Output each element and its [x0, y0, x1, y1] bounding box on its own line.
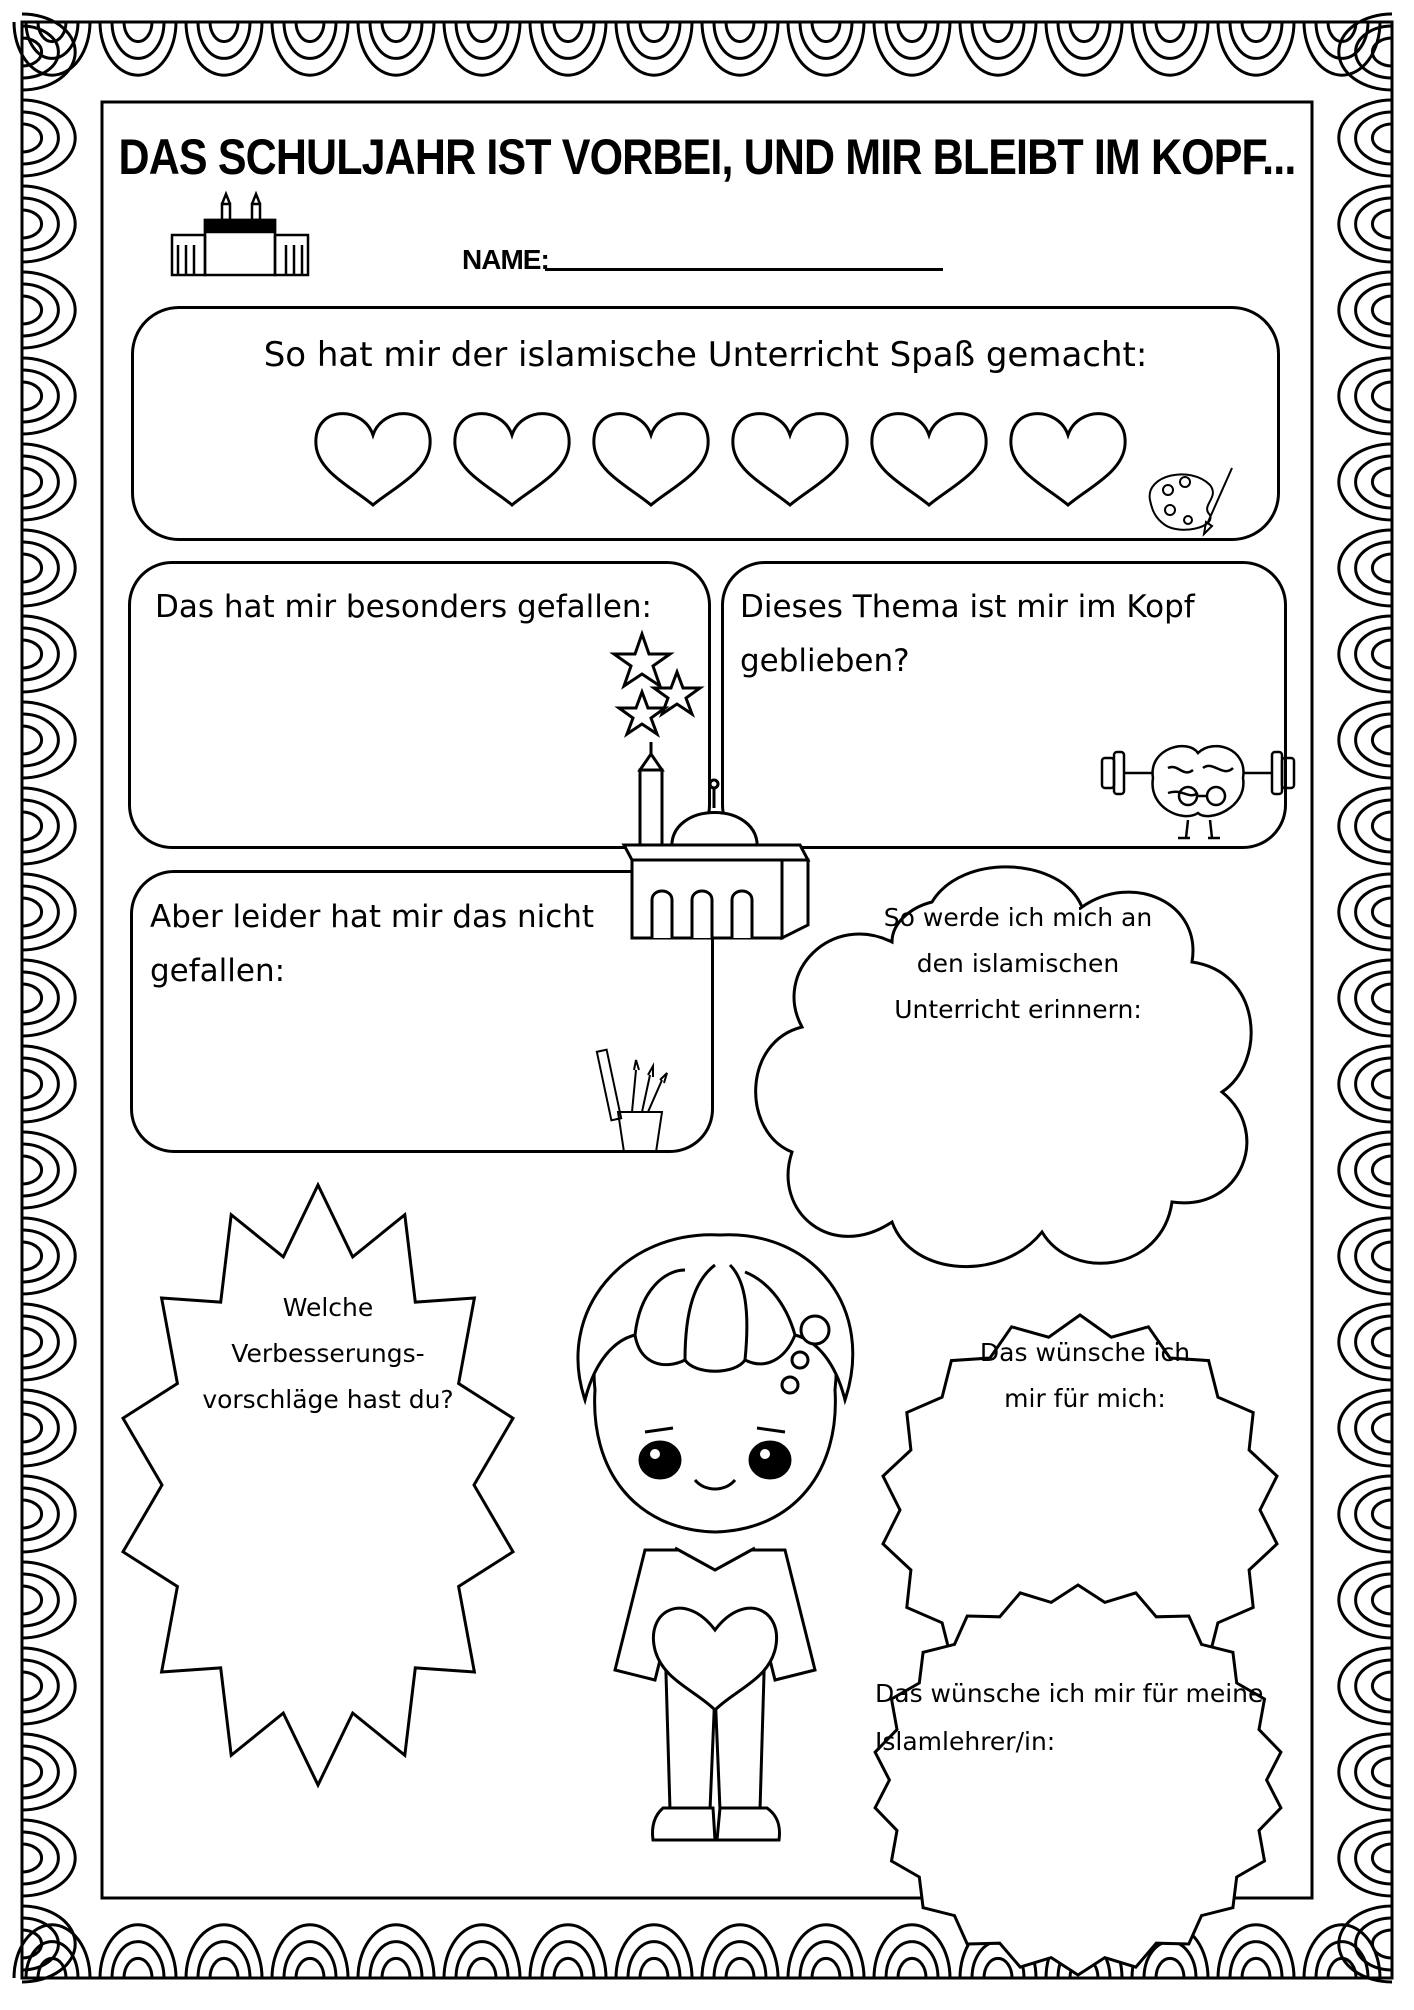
- pencil-cup-icon: [598, 1040, 678, 1160]
- wish-teacher-prompt: Das wünsche ich mir für meine Islamlehrer/in:: [875, 1679, 1264, 1756]
- remember-prompt: So werde ich mich an den islamischen Unterricht erinnern:: [883, 903, 1153, 1024]
- rating-heart[interactable]: [872, 414, 986, 505]
- name-label: NAME:: [462, 244, 549, 275]
- stars-icon: [612, 632, 712, 742]
- palette-icon: [1140, 460, 1240, 540]
- brain-dumbbell-icon: [1098, 738, 1298, 848]
- name-input-line[interactable]: [545, 268, 943, 271]
- kaaba-icon: [170, 190, 310, 280]
- suggestions-burst: [118, 1175, 538, 1795]
- suggestions-prompt: Welche Verbesserungs- vorschläge hast du?: [202, 1293, 454, 1414]
- rating-hearts: [131, 400, 1280, 520]
- rating-heart[interactable]: [594, 414, 708, 505]
- rating-prompt: So hat mir der islamische Unterricht Spaß gemacht:: [263, 335, 1148, 375]
- child-holding-heart-icon: [545, 1210, 885, 1870]
- liked-prompt: Das hat mir besonders gefallen:: [155, 589, 652, 625]
- topic-prompt: Dieses Thema ist mir im Kopf geblieben?: [740, 589, 1195, 679]
- page-title: DAS SCHULJAHR IST VORBEI, UND MIR BLEIBT IM KOPF...: [118, 129, 1296, 185]
- disliked-prompt: Aber leider hat mir das nicht gefallen:: [150, 899, 595, 989]
- rating-heart[interactable]: [316, 414, 430, 505]
- rating-heart[interactable]: [1011, 414, 1125, 505]
- wish-self-prompt: Das wünsche ich mir für mich:: [979, 1338, 1191, 1413]
- wish-teacher-burst: [868, 1590, 1298, 2010]
- rating-heart[interactable]: [455, 414, 569, 505]
- rating-heart[interactable]: [733, 414, 847, 505]
